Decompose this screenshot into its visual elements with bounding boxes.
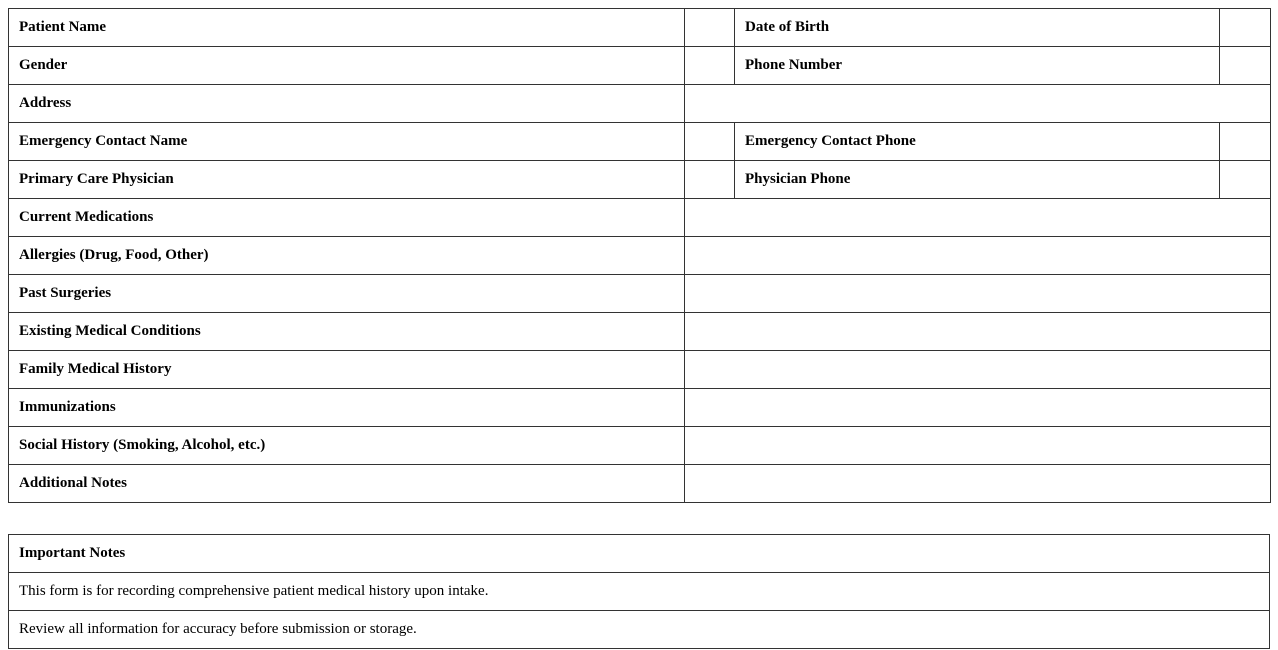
existing-medical-conditions-label: Existing Medical Conditions — [9, 313, 685, 351]
current-medications-field[interactable] — [685, 199, 1271, 237]
social-history-field[interactable] — [685, 427, 1271, 465]
date-of-birth-label: Date of Birth — [735, 9, 1220, 47]
form-row-family-history — [9, 351, 1271, 389]
important-notes-title: Important Notes — [9, 535, 1270, 573]
phone-number-field[interactable] — [1220, 47, 1271, 85]
important-notes-table — [8, 534, 1270, 649]
form-row-additional-notes — [9, 465, 1271, 503]
family-medical-history-field[interactable] — [685, 351, 1271, 389]
form-row-current-medications — [9, 199, 1271, 237]
patient-name-field[interactable] — [685, 9, 735, 47]
form-row-past-surgeries — [9, 275, 1271, 313]
patient-intake-form-table — [8, 8, 1271, 503]
patient-name-label: Patient Name — [9, 9, 685, 47]
form-row-physician — [9, 161, 1271, 199]
immunizations-label: Immunizations — [9, 389, 685, 427]
physician-phone-field[interactable] — [1220, 161, 1271, 199]
note-item: Review all information for accuracy before submission or storage. — [9, 611, 1270, 649]
past-surgeries-field[interactable] — [685, 275, 1271, 313]
emergency-contact-name-label: Emergency Contact Name — [9, 123, 685, 161]
emergency-contact-name-field[interactable] — [685, 123, 735, 161]
form-row-social-history — [9, 427, 1271, 465]
primary-care-physician-field[interactable] — [685, 161, 735, 199]
gender-label: Gender — [9, 47, 685, 85]
physician-phone-label: Physician Phone — [735, 161, 1220, 199]
note-row — [9, 573, 1270, 611]
gender-field[interactable] — [685, 47, 735, 85]
family-medical-history-label: Family Medical History — [9, 351, 685, 389]
form-row-address — [9, 85, 1271, 123]
form-row-emergency-contact — [9, 123, 1271, 161]
emergency-contact-phone-field[interactable] — [1220, 123, 1271, 161]
social-history-label: Social History (Smoking, Alcohol, etc.) — [9, 427, 685, 465]
current-medications-label: Current Medications — [9, 199, 685, 237]
emergency-contact-phone-label: Emergency Contact Phone — [735, 123, 1220, 161]
phone-number-label: Phone Number — [735, 47, 1220, 85]
primary-care-physician-label: Primary Care Physician — [9, 161, 685, 199]
note-row — [9, 611, 1270, 649]
address-field[interactable] — [685, 85, 1271, 123]
notes-header-row — [9, 535, 1270, 573]
form-row-allergies — [9, 237, 1271, 275]
form-row-immunizations — [9, 389, 1271, 427]
immunizations-field[interactable] — [685, 389, 1271, 427]
additional-notes-label: Additional Notes — [9, 465, 685, 503]
address-label: Address — [9, 85, 685, 123]
past-surgeries-label: Past Surgeries — [9, 275, 685, 313]
allergies-field[interactable] — [685, 237, 1271, 275]
allergies-label: Allergies (Drug, Food, Other) — [9, 237, 685, 275]
existing-medical-conditions-field[interactable] — [685, 313, 1271, 351]
additional-notes-field[interactable] — [685, 465, 1271, 503]
form-row-gender-phone — [9, 47, 1271, 85]
form-row-patient-name-dob — [9, 9, 1271, 47]
note-item: This form is for recording comprehensive patient medical history upon intake. — [9, 573, 1270, 611]
form-row-existing-conditions — [9, 313, 1271, 351]
date-of-birth-field[interactable] — [1220, 9, 1271, 47]
